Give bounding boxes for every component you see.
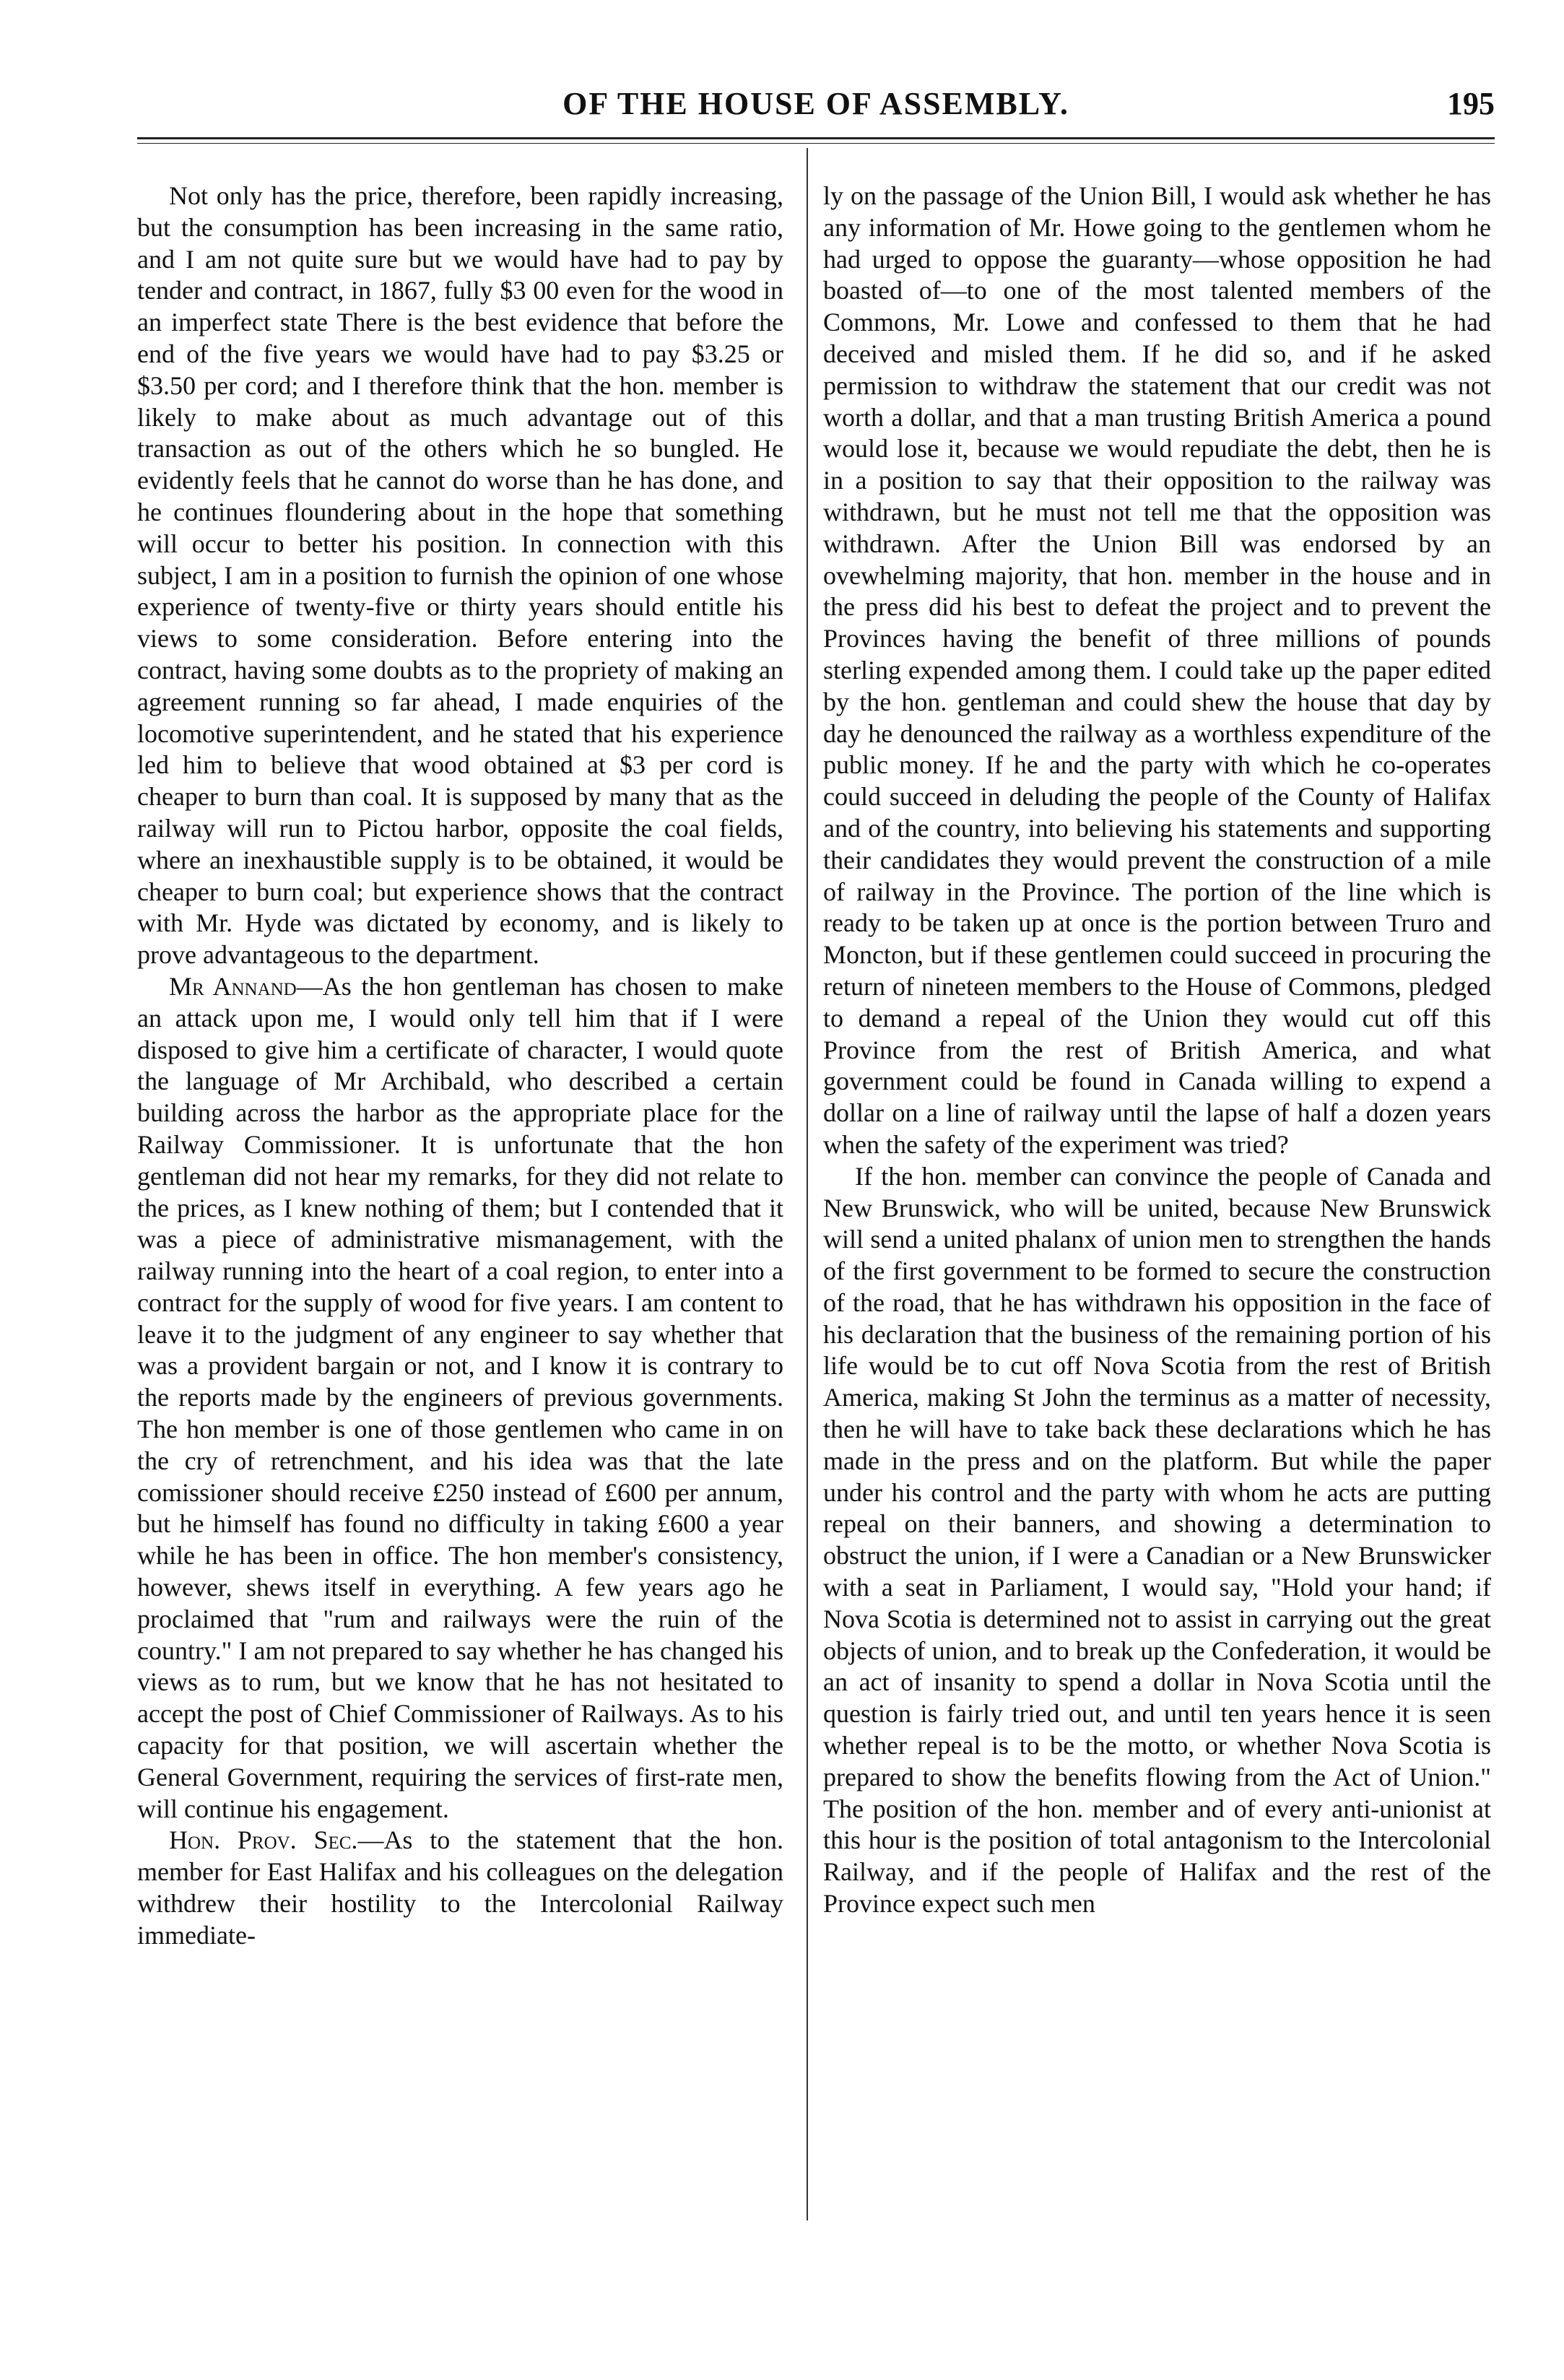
paragraph (137, 971, 783, 1825)
speaker-name: Mr Annand (169, 971, 297, 1001)
column-divider (807, 148, 808, 2220)
speaker-name: Hon. Prov. Sec. (169, 1825, 358, 1855)
page-number: 195 (1447, 86, 1495, 121)
running-title: OF THE HOUSE OF ASSEMBLY. (562, 86, 1069, 121)
paragraph: ly on the passage of the Union Bill, I would ask whether he has any information of Mr. Howe going to the gentlemen whom he had urged to oppose the guaranty—whose opposition he had boasted of—to one of the most talented members of the Commons, Mr. Lowe and confessed to them that he had deceived and misled them. If he did so, and if he asked permission to withdraw the statement that our credit was not worth a dollar, and that a man trusting British America a pound would lose it, because we would repudiate the debt, then he is in a position to say that their opposition to the railway was withdrawn, but he must not tell me that the opposition was withdrawn. After the Union Bill was endorsed by an ovewhelming majority, that hon. member in the house and in the press did his best to defeat the project and to prevent the Provinces having the benefit of three millions of pounds sterling expended among them. I could take up the paper edited by the hon. gentleman and could shew the house that day by day he denounced the railway as a worthless expenditure of the public money. If he and the party with which he co-operates could succeed in deluding the people of the County of Halifax and of the country, into believing his statements and supporting their candidates they would prevent the construction of a mile of railway in the Province. The portion of the line which is ready to be taken up at once is the portion between Truro and Moncton, but if these gentlemen could succeed in procuring the return of nineteen members to the House of Commons, pledged to demand a repeal of the Union they would cut off this Province from the rest of British America, and what government could be found in Canada willing to expend a dollar on a line of railway until the lapse of half a dozen years when the safety of the experiment was tried? (823, 181, 1491, 1159)
running-head (137, 85, 1495, 129)
left-column (137, 181, 783, 2224)
header-rule-thin (137, 143, 1495, 144)
paragraph (137, 1825, 783, 1951)
header-rule (137, 137, 1495, 139)
speech-text: —As to the statement that the hon. member for East Halifax and his colleagues on the delegation withdrew their hostility to the Intercolonial Railway immediate- (137, 1825, 783, 1950)
paragraph: Not only has the price, therefore, been rapidly increasing, but the consumption has been increasing in the same ratio, and I am not quite sure but we would have had to pay by tender and contract, in 1867, fully $3 00 even for the wood in an imperfect state There is the best evidence that before the end of the five years we would have had to pay $3.25 or $3.50 per cord; and I therefore think that the hon. member is likely to make about as much advantage out of this transaction as out of the others which he so bungled. He evidently feels that he cannot do worse than he has done, and he continues floundering about in the hope that something will occur to better his position. In connection with this subject, I am in a position to furnish the opinion of one whose experience of twenty-five or thirty years should entitle his views to some consideration. Before entering into the contract, having some doubts as to the propriety of making an agreement running so far ahead, I made enquiries of the locomotive superintendent, and he stated that his experience led him to believe that wood obtained at $3 per cord is cheaper to burn than coal. It is supposed by many that as the railway will run to Pictou harbor, opposite the coal fields, where an inexhaustible supply is to be obtained, it would be cheaper to burn coal; but experience shows that the contract with Mr. Hyde was dictated by economy, and is likely to prove advantageous to the department. (137, 181, 783, 970)
right-column (823, 181, 1491, 2224)
paragraph: If the hon. member can convince the people of Canada and New Brunswick, who will be united, because New Brunswick will send a united phalanx of union men to strengthen the hands of the first government to be formed to secure the construction of the road, that he has withdrawn his opposition in the face of his declaration that the business of the remaining portion of his life would be to cut off Nova Scotia from the rest of British America, making St John the terminus as a matter of necessity, then he will have to take back these declarations which he has made in the press and on the platform. But while the paper under his control and the party with whom he acts are putting repeal on their banners, and showing a determination to obstruct the union, if I were a Canadian or a New Brunswicker with a seat in Parliament, I would say, "Hold your hand; if Nova Scotia is determined not to assist in carrying out the great objects of union, and to break up the Confederation, it would be an act of insanity to spend a dollar in Nova Scotia until the question is fairly tried out, and until ten years hence it is seen whether repeal is to be the motto, or whether Nova Scotia is prepared to show the benefits flowing from the Act of Union." The position of the hon. member and of every anti-unionist at this hour is the position of total antagonism to the Intercolonial Railway, and if the people of Halifax and the rest of the Province expect such men (823, 1161, 1491, 1919)
speech-text: —As the hon gentleman has chosen to make an attack upon me, I would only tell him that if I were disposed to give him a certificate of character, I would quote the language of Mr Archibald, who described a certain building across the harbor as the appropriate place for the Railway Commissioner. It is unfortunate that the hon gentleman did not hear my remarks, for they did not relate to the prices, as I knew nothing of them; but I contended that it was a piece of administrative mismanagement, with the railway running into the heart of a coal region, to enter into a contract for the supply of wood for five years. I am content to leave it to the judgment of any engineer to say whether that was a provident bargain or not, and I know it is contrary to the reports made by the engineers of previous governments. The hon member is one of those gentlemen who came in on the cry of retrenchment, and his idea was that the late comissioner should receive £250 instead of £600 per annum, but he himself has found no difficulty in taking £600 a year while he has been in office. The hon member's consistency, however, shews itself in everything. A few years ago he proclaimed that "rum and railways were the ruin of the country." I am not prepared to say whether he has changed his views as to rum, but we know that he has not hesitated to accept the post of Chief Commissioner of Railways. As to his capacity for that position, we will ascertain whether the General Government, requiring the services of first-rate men, will continue his engagement. (137, 971, 783, 1823)
